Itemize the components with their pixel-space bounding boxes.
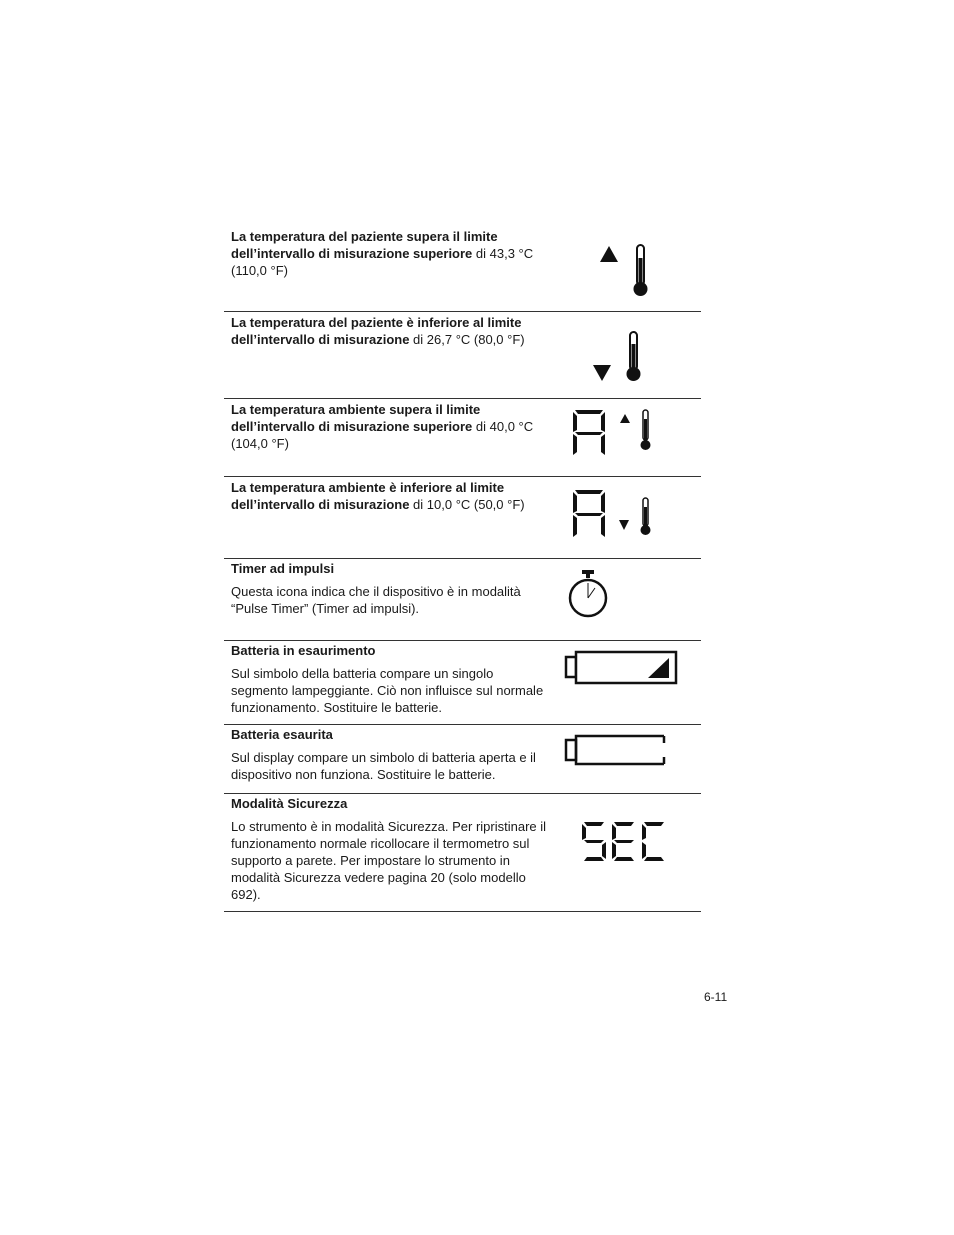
row-description: Sul simbolo della batteria compare un singolo segmento lampeggiante. Ciò non influisce sul normale funzionamento. Sostituire le batterie. (231, 666, 544, 715)
row-title: Batteria esaurita (231, 727, 333, 742)
page-number: 6-11 (704, 990, 728, 1004)
table-row (224, 640, 701, 724)
row-normal-text: di 40,0 °C (104,0 °F) (231, 419, 534, 451)
sec-display-icon (580, 820, 666, 864)
table-row (224, 793, 701, 911)
row-bold-text: La temperatura ambiente supera il limite dell’intervallo di misurazione superiore (231, 402, 481, 434)
row-bold-text: La temperatura del paziente supera il limite dell’intervallo di misurazione superiore (231, 229, 498, 261)
stopwatch-icon (566, 569, 612, 621)
row-description: Lo strumento è in modalità Sicurezza. Per ripristinare il funzionamento normale ricollocare il termometro sul supporto a parete. Per impostare lo strumento in modalità Sicurezza vedere pagina 20 (solo modello 692). (231, 819, 547, 902)
indicator-table (224, 224, 701, 912)
battery-low-icon (564, 649, 680, 687)
table-row (224, 558, 701, 640)
table-row (224, 476, 701, 558)
row-normal-text: di 10,0 °C (50,0 °F) (409, 497, 525, 512)
row-normal-text: di 43,3 °C (110,0 °F) (231, 246, 534, 278)
row-title: Timer ad impulsi (231, 561, 335, 576)
row-description: Questa icona indica che il dispositivo è in modalità “Pulse Timer” (Timer ad impulsi). (231, 584, 521, 616)
battery-empty-icon (564, 733, 670, 769)
ambient-down-thermometer-icon (570, 487, 660, 543)
table-row (224, 224, 701, 311)
arrow-up-thermometer-icon (596, 242, 656, 300)
table-row (224, 311, 701, 398)
row-normal-text: di 26,7 °C (80,0 °F) (409, 332, 525, 347)
row-bold-text: La temperatura del paziente è inferiore al limite dell’intervallo di misurazione (231, 315, 522, 347)
ambient-up-thermometer-icon (570, 407, 660, 459)
arrow-down-thermometer-icon (590, 330, 650, 388)
row-bold-text: La temperatura ambiente è inferiore al limite dell’intervallo di misurazione (231, 480, 505, 512)
row-title: Batteria in esaurimento (231, 643, 376, 658)
table-row (224, 398, 701, 476)
table-row (224, 724, 701, 793)
row-description: Sul display compare un simbolo di batteria aperta e il dispositivo non funziona. Sostituire le batterie. (231, 750, 536, 782)
row-title: Modalità Sicurezza (231, 796, 348, 811)
